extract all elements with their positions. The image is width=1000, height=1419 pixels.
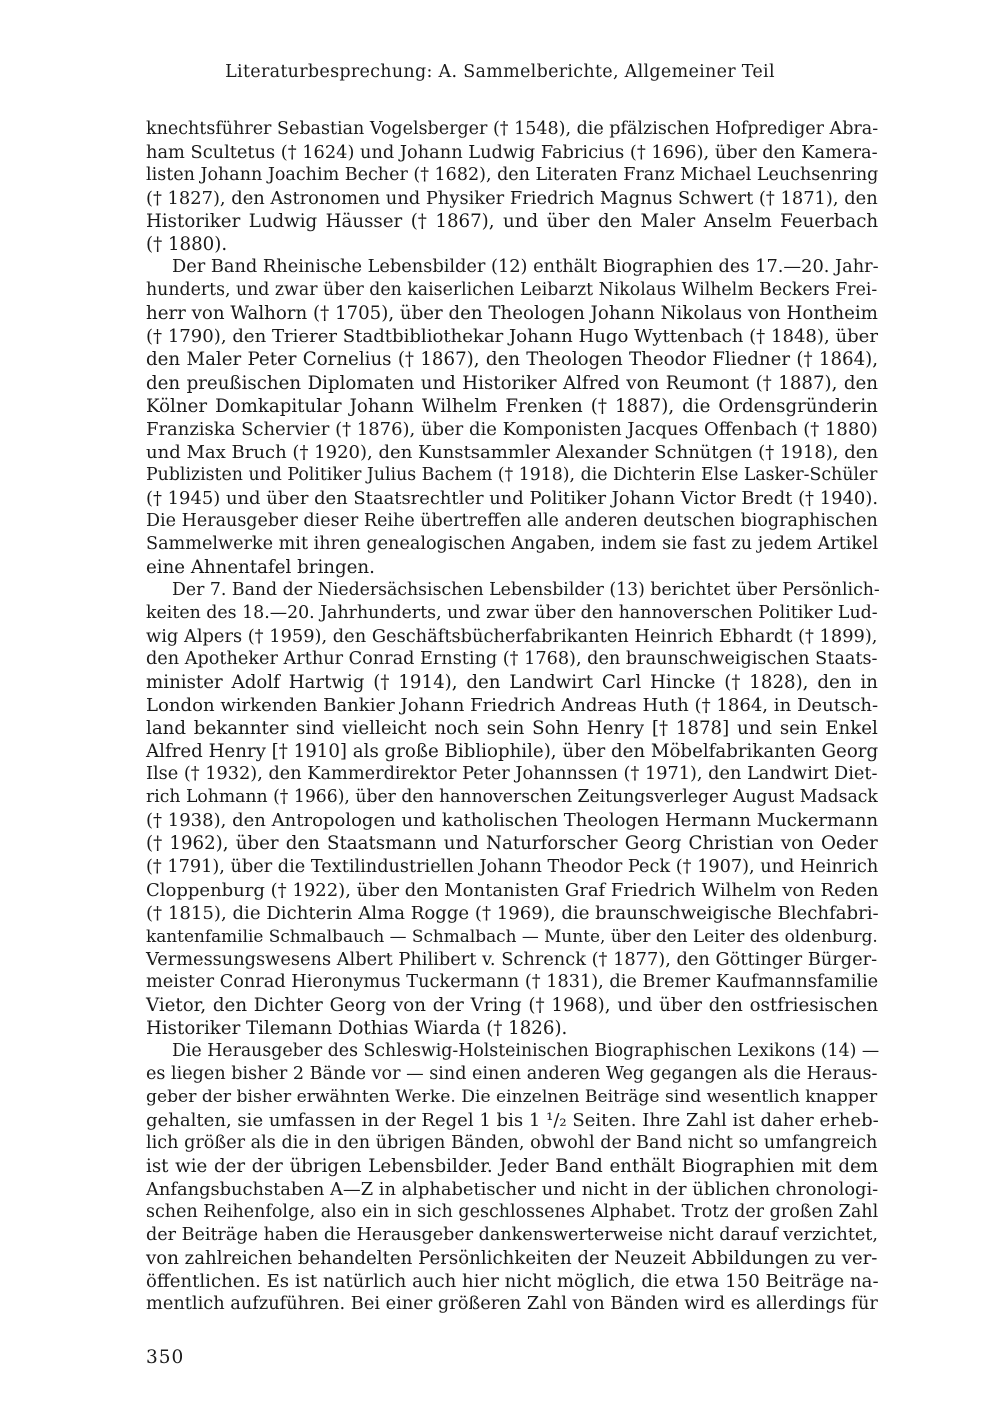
text-line: Vermessungswesens Albert Philibert v. Schrenck († 1877), den Göttinger Bürger- [146, 948, 878, 970]
text-line: († 1815), die Dichterin Alma Rogge († 1969), die braunschweigische Blechfabri- [146, 902, 879, 924]
text-line: Publizisten und Politiker Julius Bachem († 1918), die Dichterin Else Lasker-Schüler [146, 464, 878, 485]
text-line: wig Alpers († 1959), den Geschäftsbücherfabrikanten Heinrich Ebhardt († 1899), [146, 626, 878, 648]
text-line: öffentlichen. Es ist natürlich auch hier nicht möglich, die etwa 150 Beiträge na- [146, 1271, 879, 1293]
text-line: († 1880). [146, 234, 228, 256]
text-line: Anfangsbuchstaben A—Z in alphabetischer und nicht in der üblichen chronologi- [146, 1179, 879, 1201]
text-line: ham Scultetus († 1624) und Johann Ludwig Fabricius († 1696), über den Kamera- [146, 142, 878, 164]
text-line: Franziska Schervier († 1876), über die Komponisten Jacques Offenbach († 1880) [146, 418, 878, 440]
text-line: Alfred Henry [† 1910] als große Bibliophile), über den Möbelfabrikanten Georg [146, 741, 879, 763]
paragraph [146, 118, 878, 256]
text-line: Historiker Tilemann Dothias Wiarda († 1826). [146, 1017, 568, 1039]
text-line: Der 7. Band der Niedersächsischen Lebensbilder (13) berichtet über Persönlich- [172, 579, 880, 600]
text-line: mentlich aufzuführen. Bei einer größeren Zahl von Bänden wird es allerdings für [146, 1294, 878, 1315]
paragraph [146, 256, 878, 579]
text-line: Die Herausgeber des Schleswig-Holsteinischen Biographischen Lexikons (14) — [172, 1040, 880, 1061]
text-line: geber der bisher erwähnten Werke. Die einzelnen Beiträge sind wesentlich knapper [146, 1086, 878, 1107]
text-line: († 1962), über den Staatsmann und Naturforscher Georg Christian von Oeder [146, 833, 878, 855]
text-line: († 1827), den Astronomen und Physiker Friedrich Magnus Schwert († 1871), den [146, 188, 878, 210]
text-line: land bekannter sind vielleicht noch sein Sohn Henry [† 1878] und sein Enkel [146, 718, 878, 740]
text-line: den Maler Peter Cornelius († 1867), den Theologen Theodor Fliedner († 1864), [146, 349, 879, 371]
text-line: meister Conrad Hieronymus Tuckermann († 1831), die Bremer Kaufmannsfamilie [146, 971, 879, 992]
text-line: und Max Bruch († 1920), den Kunstsammler Alexander Schnütgen († 1918), den [146, 441, 879, 463]
text-line: listen Johann Joachim Becher († 1682), den Literaten Franz Michael Leuchsenring [146, 165, 879, 186]
text-line: knechtsführer Sebastian Vogelsberger († 1548), die pfälzischen Hofprediger Abra- [146, 119, 879, 139]
text-line: Cloppenburg († 1922), über den Montanisten Graf Friedrich Wilhelm von Reden [146, 879, 879, 901]
body-text [146, 118, 878, 1316]
text-line: der Beiträge haben die Herausgeber dankenswerterweise nicht darauf verzichtet, [146, 1225, 878, 1246]
text-line: († 1790), den Trierer Stadtbibliothekar Johann Hugo Wyttenbach († 1848), über [146, 326, 878, 348]
text-line: († 1938), den Antropologen und katholischen Theologen Hermann Muckermann [146, 810, 879, 832]
text-line: schen Reihenfolge, also ein in sich geschlossenes Alphabet. Trotz der großen Zahl [146, 1202, 879, 1223]
text-line: herr von Walhorn († 1705), über den Theologen Johann Nikolaus von Hontheim [146, 303, 878, 325]
text-line: Kölner Domkapitular Johann Wilhelm Frenken († 1887), die Ordensgründerin [146, 395, 878, 417]
text-line: kantenfamilie Schmalbauch — Schmalbach — Munte, über den Leiter des oldenburg. [146, 925, 878, 946]
text-line: Ilse († 1932), den Kammerdirektor Peter Johannssen († 1971), den Landwirt Diet- [146, 764, 878, 785]
text-line: Sammelwerke mit ihren genealogischen Angaben, indem sie fast zu jedem Artikel [146, 533, 879, 554]
running-head: Literaturbesprechung: A. Sammelberichte, Allgemeiner Teil [225, 62, 775, 82]
paragraph [146, 1040, 878, 1317]
text-line: minister Adolf Hartwig († 1914), den Landwirt Carl Hincke († 1828), den in [146, 672, 878, 694]
text-line: hunderts, und zwar über den kaiserlichen Leibarzt Nikolaus Wilhelm Beckers Frei- [146, 280, 878, 301]
text-line: keiten des 18.—20. Jahrhunderts, und zwar über den hannoverschen Politiker Lud- [146, 602, 878, 623]
text-line: gehalten, sie umfassen in der Regel 1 bis 1 ¹/₂ Seiten. Ihre Zahl ist daher erheb- [146, 1110, 879, 1132]
text-line: eine Ahnentafel bringen. [146, 556, 375, 578]
text-line: den Apotheker Arthur Conrad Ernsting († 1768), den braunschweigischen Staats- [146, 649, 878, 670]
text-line: lich größer als die in den übrigen Bänden, obwohl der Band nicht so umfangreich [146, 1133, 878, 1154]
paragraph [146, 579, 878, 1040]
text-line: London wirkenden Bankier Johann Friedrich Andreas Huth († 1864, in Deutsch- [146, 695, 879, 717]
text-line: Vietor, den Dichter Georg von der Vring († 1968), und über den ostfriesischen [146, 994, 879, 1016]
text-line: rich Lohmann († 1966), über den hannoverschen Zeitungsverleger August Madsack [146, 787, 878, 808]
text-line: († 1791), über die Textilindustriellen Johann Theodor Peck († 1907), und Heinrich [146, 856, 879, 877]
text-line: Historiker Ludwig Häusser († 1867), und über den Maler Anselm Feuerbach [146, 211, 879, 233]
text-line: den preußischen Diplomaten und Historiker Alfred von Reumont († 1887), den [146, 372, 879, 394]
text-line: es liegen bisher 2 Bände vor — sind einen anderen Weg gegangen als die Heraus- [146, 1063, 878, 1084]
text-line: ist wie der der übrigen Lebensbilder. Jeder Band enthält Biographien mit dem [146, 1156, 879, 1178]
text-line: von zahlreichen behandelten Persönlichkeiten der Neuzeit Abbildungen zu ver- [146, 1248, 878, 1270]
text-line: Der Band Rheinische Lebensbilder (12) enthält Biographien des 17.—20. Jahr- [172, 257, 879, 278]
text-line: Die Herausgeber dieser Reihe übertreffen alle anderen deutschen biographischen [146, 510, 878, 531]
page-number: 350 [146, 1347, 185, 1368]
text-line: († 1945) und über den Staatsrechtler und Politiker Johann Victor Bredt († 1940). [146, 487, 879, 509]
